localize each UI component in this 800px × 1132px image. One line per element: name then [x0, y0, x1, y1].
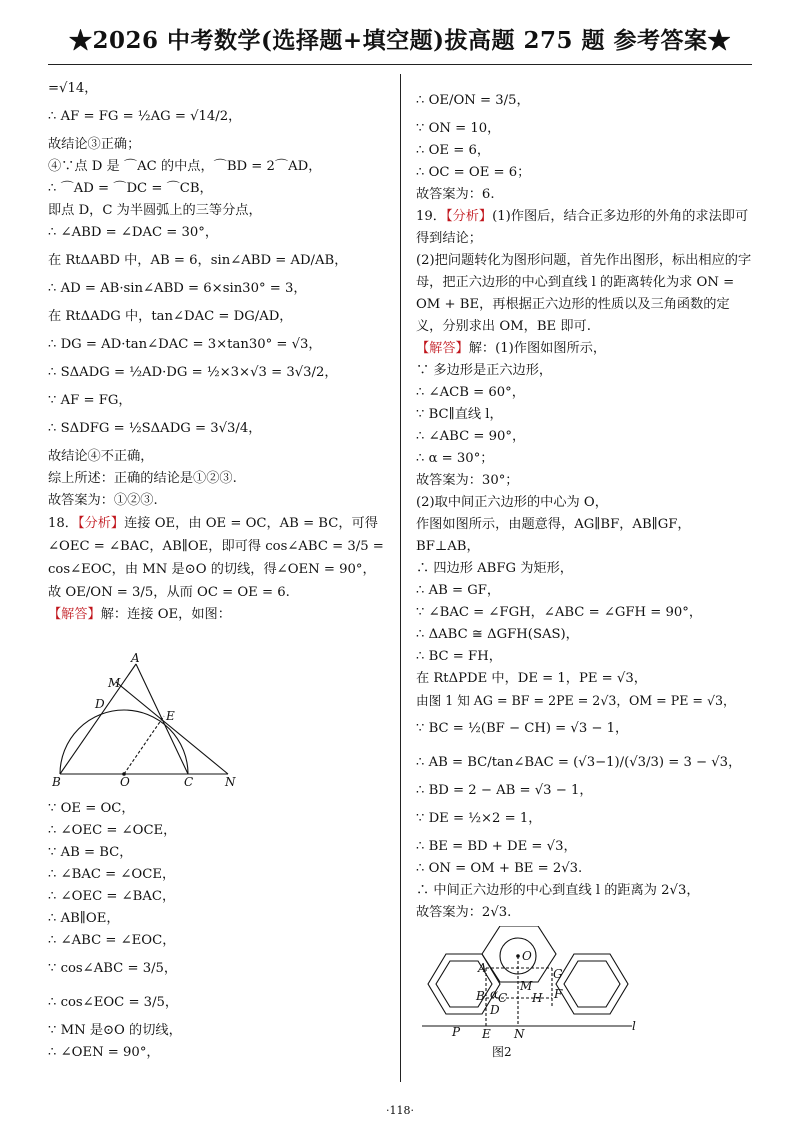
text-line: ∴ AB = GF，: [416, 583, 501, 598]
text-line: ∴ AB = BC/tan∠BAC = (√3−1)/(√3/3) = 3 − √3，: [416, 755, 742, 770]
text-line: 即点 D，C 为半圆弧上的三等分点，: [48, 203, 262, 218]
text-line: ∵ OE = OC，: [48, 801, 135, 816]
text-line: ∴ ∠OEC = ∠OCE，: [48, 823, 177, 838]
label-A: A: [478, 961, 487, 975]
text-line: ∴ SΔDFG = ½SΔADG = 3√3/4，: [48, 421, 262, 436]
analysis-19-part1: 19．【分析】(1)作图后，结合正多边形的外角的求法即可得到结论；: [416, 209, 749, 246]
text-line: 故结论③正确；: [48, 137, 141, 152]
text-line: 由图 1 知 AG = BF = 2PE = 2√3，OM = PE = √3，: [416, 693, 736, 708]
text-line: ∴ OE = 6，: [416, 143, 491, 158]
segment-OE: [124, 716, 164, 774]
text-line: ∴ AD = AB·sin∠ABD = 6×sin30° = 3，: [48, 281, 307, 296]
left-column-continued: [48, 798, 388, 1064]
right-column: [416, 84, 754, 924]
right-hexagon-inner: [564, 961, 620, 1007]
solution-18-intro: 【解答】解：连接 OE，如图：: [48, 607, 231, 622]
label-P: P: [452, 1025, 461, 1039]
text-line: ∴ ⌒AD = ⌒DC = ⌒CB，: [48, 181, 213, 196]
text-line: ∵ ON = 10，: [416, 121, 501, 136]
text-line: ∴ ∠ABD = ∠DAC = 30°，: [48, 225, 219, 240]
text-line: ∴ ∠ACB = 60°，: [416, 385, 525, 400]
text-line: ∴ SΔADG = ½AD·DG = ½×3×√3 = 3√3/2，: [48, 365, 338, 380]
figure-q18: [52, 652, 242, 792]
right-hexagon-outer: [556, 954, 628, 1014]
text-line: 故答案为：6.: [416, 187, 495, 202]
column-divider: [400, 74, 401, 1082]
text-line: 作图如图所示，由题意得，AG∥BF，AB∥GF，BF⊥AB，: [416, 517, 691, 554]
label-E: E: [166, 709, 175, 723]
label-D: D: [95, 697, 105, 711]
text-line: ∴ 四边形 ABFG 为矩形，: [416, 561, 573, 576]
label-O: O: [120, 775, 130, 789]
text-line: ∴ ON = OM + BE = 2√3.: [416, 861, 583, 876]
text-line: =√14，: [48, 81, 98, 96]
text-line: 故答案为：①②③.: [48, 493, 158, 508]
analysis-19-part2: (2)把问题转化为图形问题，首先作出图形，标出相应的字母，把正六边形的中心到直线 l 的距离转化为求 ON = OM + BE，再根据正六边形的性质以及三角函数的定义，分别求出 OM，BE 即可.: [416, 253, 752, 334]
page-number: ·118·: [386, 1104, 414, 1117]
label-A: A: [131, 652, 140, 665]
text-line: ∵ BC = ½(BF − CH) = √3 − 1，: [416, 721, 629, 736]
text-line: ∵ BC∥直线 l，: [416, 407, 503, 422]
text-line: ∵ 多边形是正六边形，: [416, 363, 553, 378]
text-line: 故答案为：2√3.: [416, 905, 512, 920]
text-line: ∵ ∠BAC = ∠FGH，∠ABC = ∠GFH = 90°，: [416, 605, 703, 620]
text-line: ∵ cos∠ABC = 3/5，: [48, 961, 178, 976]
text-line: ∴ BD = 2 − AB = √3 − 1，: [416, 783, 593, 798]
text-line: (2)取中间正六边形的中心为 O，: [416, 495, 608, 510]
label-M: M: [108, 676, 121, 690]
label-N: N: [514, 1027, 525, 1041]
text-line: 故结论④不正确，: [48, 449, 154, 464]
text-line: ∵ DE = ½×2 = 1，: [416, 811, 542, 826]
label-O: O: [522, 949, 532, 963]
text-line: ∵ MN 是⊙O 的切线，: [48, 1023, 182, 1038]
label-F: F: [554, 987, 563, 1001]
label-E: E: [482, 1027, 491, 1041]
label-H: H: [532, 991, 543, 1005]
label-M: M: [520, 979, 533, 993]
header-divider: [48, 64, 752, 65]
text-line: 故答案为：30°；: [416, 473, 519, 488]
text-line: ∴ BC = FH，: [416, 649, 502, 664]
center-point-O: [516, 954, 520, 958]
text-line: ∴ cos∠EOC = 3/5，: [48, 995, 179, 1010]
text-line: 综上所述：正确的结论是①②③.: [48, 471, 237, 486]
text-line: ∵ AF = FG，: [48, 393, 132, 408]
left-column: [48, 78, 388, 626]
text-line: 在 RtΔABD 中，AB = 6，sin∠ABD = AD/AB，: [48, 253, 348, 268]
text-line: ∴ DG = AD·tan∠DAC = 3×tan30° = √3，: [48, 337, 322, 352]
text-line: ∴ ∠OEN = 90°，: [48, 1045, 160, 1060]
text-line: ∴ ∠OEC = ∠BAC，: [48, 889, 176, 904]
label-C: C: [184, 775, 194, 789]
solution-19-intro: 【解答】解：(1)作图如图所示，: [416, 341, 607, 356]
label-B: B: [52, 775, 61, 789]
text-line: ∴ AB∥OE，: [48, 911, 120, 926]
text-line: ∴ OE/ON = 3/5，: [416, 93, 530, 108]
label-D: D: [490, 1003, 500, 1017]
text-line: ∴ ∠ABC = 90°，: [416, 429, 526, 444]
label-B: B: [476, 989, 485, 1003]
label-alpha: α: [490, 987, 499, 1001]
line-BA: [60, 664, 136, 774]
figure-q19-hexagons: [420, 926, 650, 1066]
text-line: ∴ ∠ABC = ∠EOC，: [48, 933, 176, 948]
label-C: C: [498, 991, 508, 1005]
label-G: G: [553, 967, 563, 981]
text-line: ∴ AF = FG = ½AG = √14/2，: [48, 109, 242, 124]
text-line: ∵ AB = BC，: [48, 845, 133, 860]
label-l: l: [632, 1019, 636, 1033]
tangent-MN: [116, 682, 228, 774]
text-line: ④∵点 D 是 ⌒AC 的中点，⌒BD = 2⌒AD，: [48, 159, 322, 174]
text-line: 在 RtΔADG 中，tan∠DAC = DG/AD，: [48, 309, 293, 324]
page-header-title: ★2026 中考数学(选择题+填空题)拔高题 275 题 参考答案★: [68, 27, 732, 54]
text-line: ∴ ΔABC ≅ ΔGFH(SAS)，: [416, 627, 579, 642]
text-line: ∴ ∠BAC = ∠OCE，: [48, 867, 176, 882]
text-line: ∴ α = 30°；: [416, 451, 494, 466]
text-line: ∴ 中间正六边形的中心到直线 l 的距离为 2√3，: [416, 883, 700, 898]
text-line: 在 RtΔPDE 中，DE = 1，PE = √3，: [416, 671, 647, 686]
analysis-18: 18．【分析】连接 OE，由 OE = OC，AB = BC，可得∠OEC = ∠BAC，AB∥OE，即可得 cos∠ABC = 3/5 = cos∠EOC，由 MN 是⊙O 的切线，得∠OEN = 90°，故 OE/ON = 3/5，从而 OC = OE = 6.: [48, 516, 384, 600]
text-line: ∴ BE = BD + DE = √3，: [416, 839, 577, 854]
text-line: ∴ OC = OE = 6；: [416, 165, 531, 180]
label-N: N: [225, 775, 236, 789]
figure-caption: 图2: [492, 1045, 512, 1059]
